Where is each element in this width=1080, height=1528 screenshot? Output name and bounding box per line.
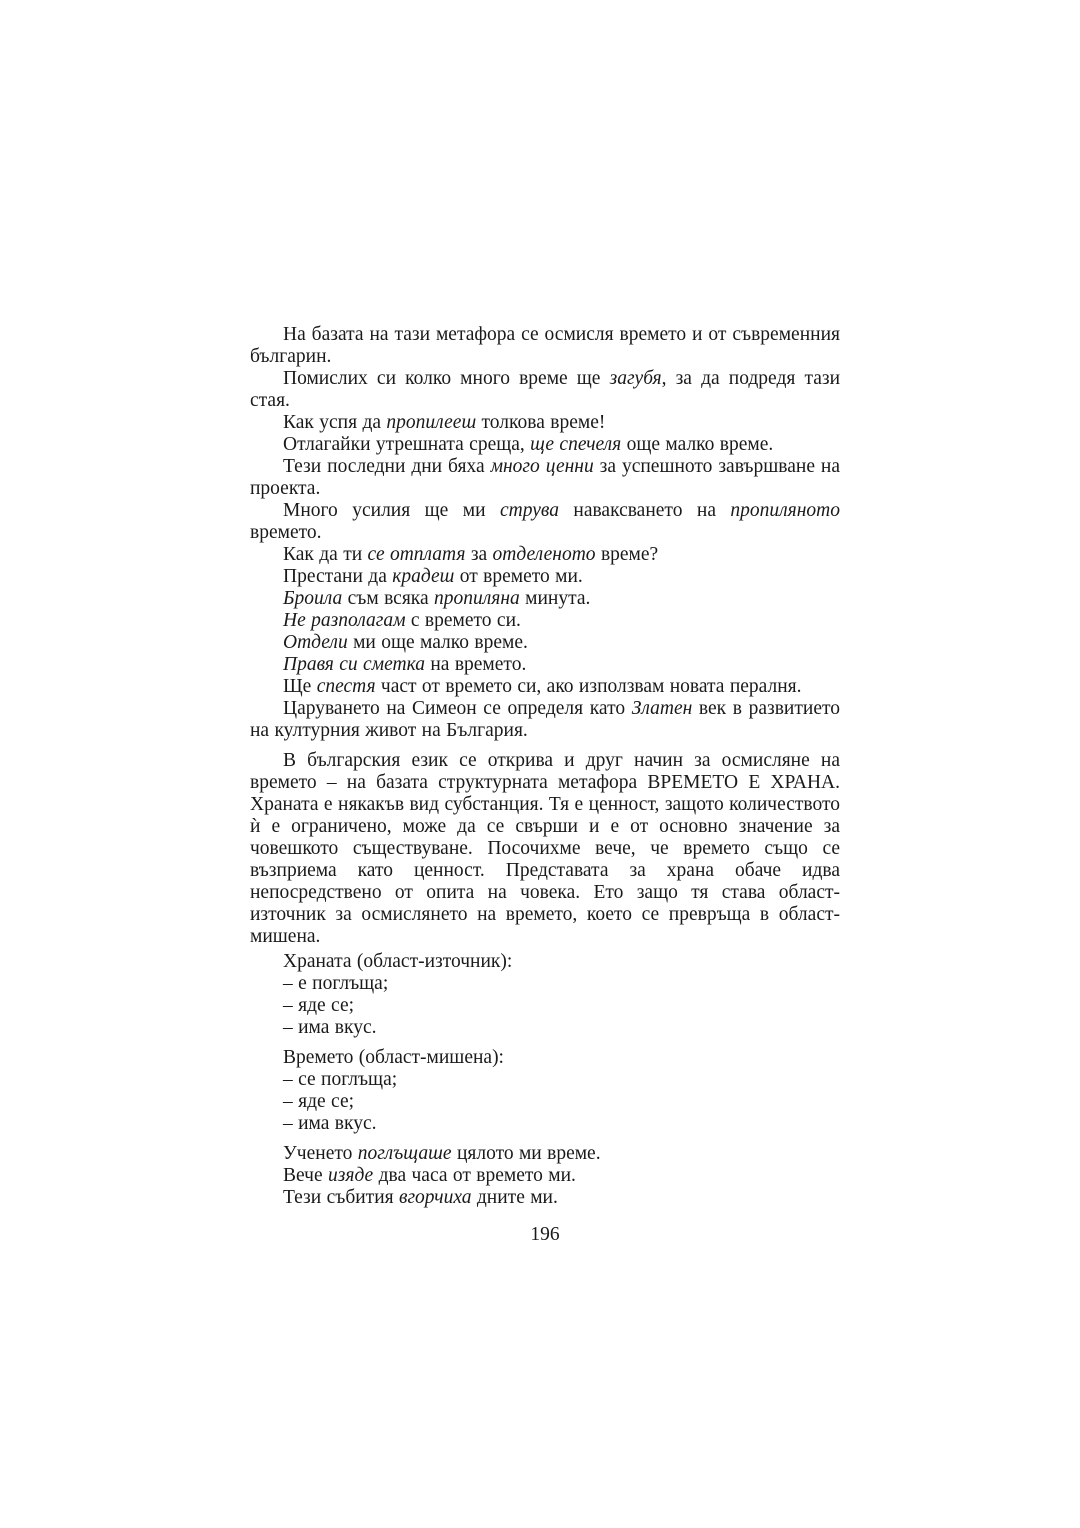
text-run: век в развитието на културния живот на България.	[250, 698, 840, 741]
italic-text: пропилееш	[386, 412, 477, 433]
list-header	[250, 1047, 840, 1069]
text-run: Храната (област-източник):	[283, 951, 513, 972]
list-item	[250, 1091, 840, 1113]
list-item	[250, 1113, 840, 1135]
text-run: за	[465, 544, 493, 565]
text-run: Помислих си колко много време ще	[283, 368, 610, 389]
text-run: Отлагайки утрешната среща,	[283, 434, 531, 455]
paragraph	[250, 698, 840, 742]
text-run: Ще	[283, 676, 317, 697]
text-run: част от времето си, ако използвам новата пералня.	[375, 676, 802, 697]
italic-text: много ценни	[490, 456, 594, 477]
text-run: Много усилия ще ми	[283, 500, 500, 521]
example-line	[250, 1143, 840, 1165]
text-run: Ученето	[283, 1143, 358, 1164]
italic-text: пропиляното	[730, 500, 840, 521]
text-run: – яде се;	[283, 995, 355, 1016]
example-line	[250, 610, 840, 632]
text-run: Как успя да	[283, 412, 387, 433]
example-line	[250, 544, 840, 566]
example-line	[250, 588, 840, 610]
italic-text: крадеш	[392, 566, 455, 587]
paragraph	[250, 324, 840, 368]
example-line	[250, 434, 840, 456]
text-run: на времето.	[424, 654, 527, 675]
text-run: , за да подредя тази стая.	[250, 368, 841, 411]
list-item	[250, 1017, 840, 1039]
italic-text: струва	[499, 500, 559, 521]
text-run: Тези последни дни бяха	[283, 456, 491, 477]
text-run: съм всяка	[342, 588, 435, 609]
paragraph	[250, 368, 840, 412]
example-line	[250, 412, 840, 434]
example-line	[250, 654, 840, 676]
text-run: – има вкус.	[283, 1113, 377, 1134]
page-number: 196	[530, 1224, 560, 1245]
italic-text: вгорчиха	[398, 1187, 472, 1208]
italic-text: Не разполагам	[283, 610, 406, 631]
text-run: минута.	[519, 588, 591, 609]
text-run: Вече	[283, 1165, 329, 1186]
text-run: На базата на тази метафора се осмисля времето и от съвременния българин.	[250, 324, 840, 367]
italic-text: Отдели	[283, 632, 348, 653]
italic-text: спестя	[316, 676, 376, 697]
italic-text: се отплатя	[367, 544, 466, 565]
list-item	[250, 995, 840, 1017]
italic-text: пропиляна	[434, 588, 520, 609]
italic-text: загубя	[609, 368, 662, 389]
italic-text: ще спечеля	[530, 434, 622, 455]
text-run: два часа от времето ми.	[373, 1165, 576, 1186]
list-item	[250, 973, 840, 995]
text-run: за успешното завършване на проекта.	[250, 456, 841, 499]
text-run: цялото ми време.	[451, 1143, 601, 1164]
list-header	[250, 951, 840, 973]
example-line	[250, 566, 840, 588]
example-line	[250, 676, 840, 698]
italic-text: Броила	[283, 588, 343, 609]
text-run: дните ми.	[471, 1187, 558, 1208]
example-line	[250, 632, 840, 654]
text-run: наваксването на	[558, 500, 731, 521]
text-run: времето.	[250, 522, 322, 543]
text-run: Царуването на Симеон се определя като	[283, 698, 632, 719]
text-run: Как да ти	[283, 544, 368, 565]
paragraph	[250, 750, 840, 948]
paragraph	[250, 500, 840, 544]
example-line	[250, 1187, 840, 1209]
italic-text: поглъщаше	[357, 1143, 452, 1164]
text-run: време?	[595, 544, 659, 565]
text-run: – има вкус.	[283, 1017, 377, 1038]
text-run: – се поглъща;	[283, 1069, 398, 1090]
text-run: В българския език се открива и друг начин за осмисляне на времето – на базата структурната метафора ВРЕМЕТО Е ХРАНА. Храната е някакъв вид субстанция. Тя е ценност, защото количеството ѝ е ограничено, може да се свърши и е от основно значение за човешкото съществуване. Посочихме вече, че времето също се възприема като ценност. Представата за храна обаче идва непосредствено от опита на човека. Ето защо тя става област-източник за осмислянето на времето, което се превръща в област-мишена.	[250, 750, 840, 947]
text-run: толкова време!	[476, 412, 606, 433]
italic-text: Златен	[631, 698, 693, 719]
text-run: от времето ми.	[454, 566, 583, 587]
italic-text: Правя си сметка	[283, 654, 425, 675]
text-run: – е поглъща;	[283, 973, 389, 994]
text-run: с времето си.	[405, 610, 521, 631]
list-item	[250, 1069, 840, 1091]
example-line	[250, 1165, 840, 1187]
text-run: Времето (област-мишена):	[283, 1047, 504, 1068]
text-run: още малко време.	[621, 434, 774, 455]
text-run: ми още малко време.	[347, 632, 528, 653]
text-run: – яде се;	[283, 1091, 355, 1112]
text-run: Тези събития	[283, 1187, 399, 1208]
page-text	[250, 324, 840, 1246]
text-run: Престани да	[283, 566, 393, 587]
italic-text: изяде	[328, 1165, 374, 1186]
italic-text: отделеното	[492, 544, 596, 565]
paragraph	[250, 456, 840, 500]
